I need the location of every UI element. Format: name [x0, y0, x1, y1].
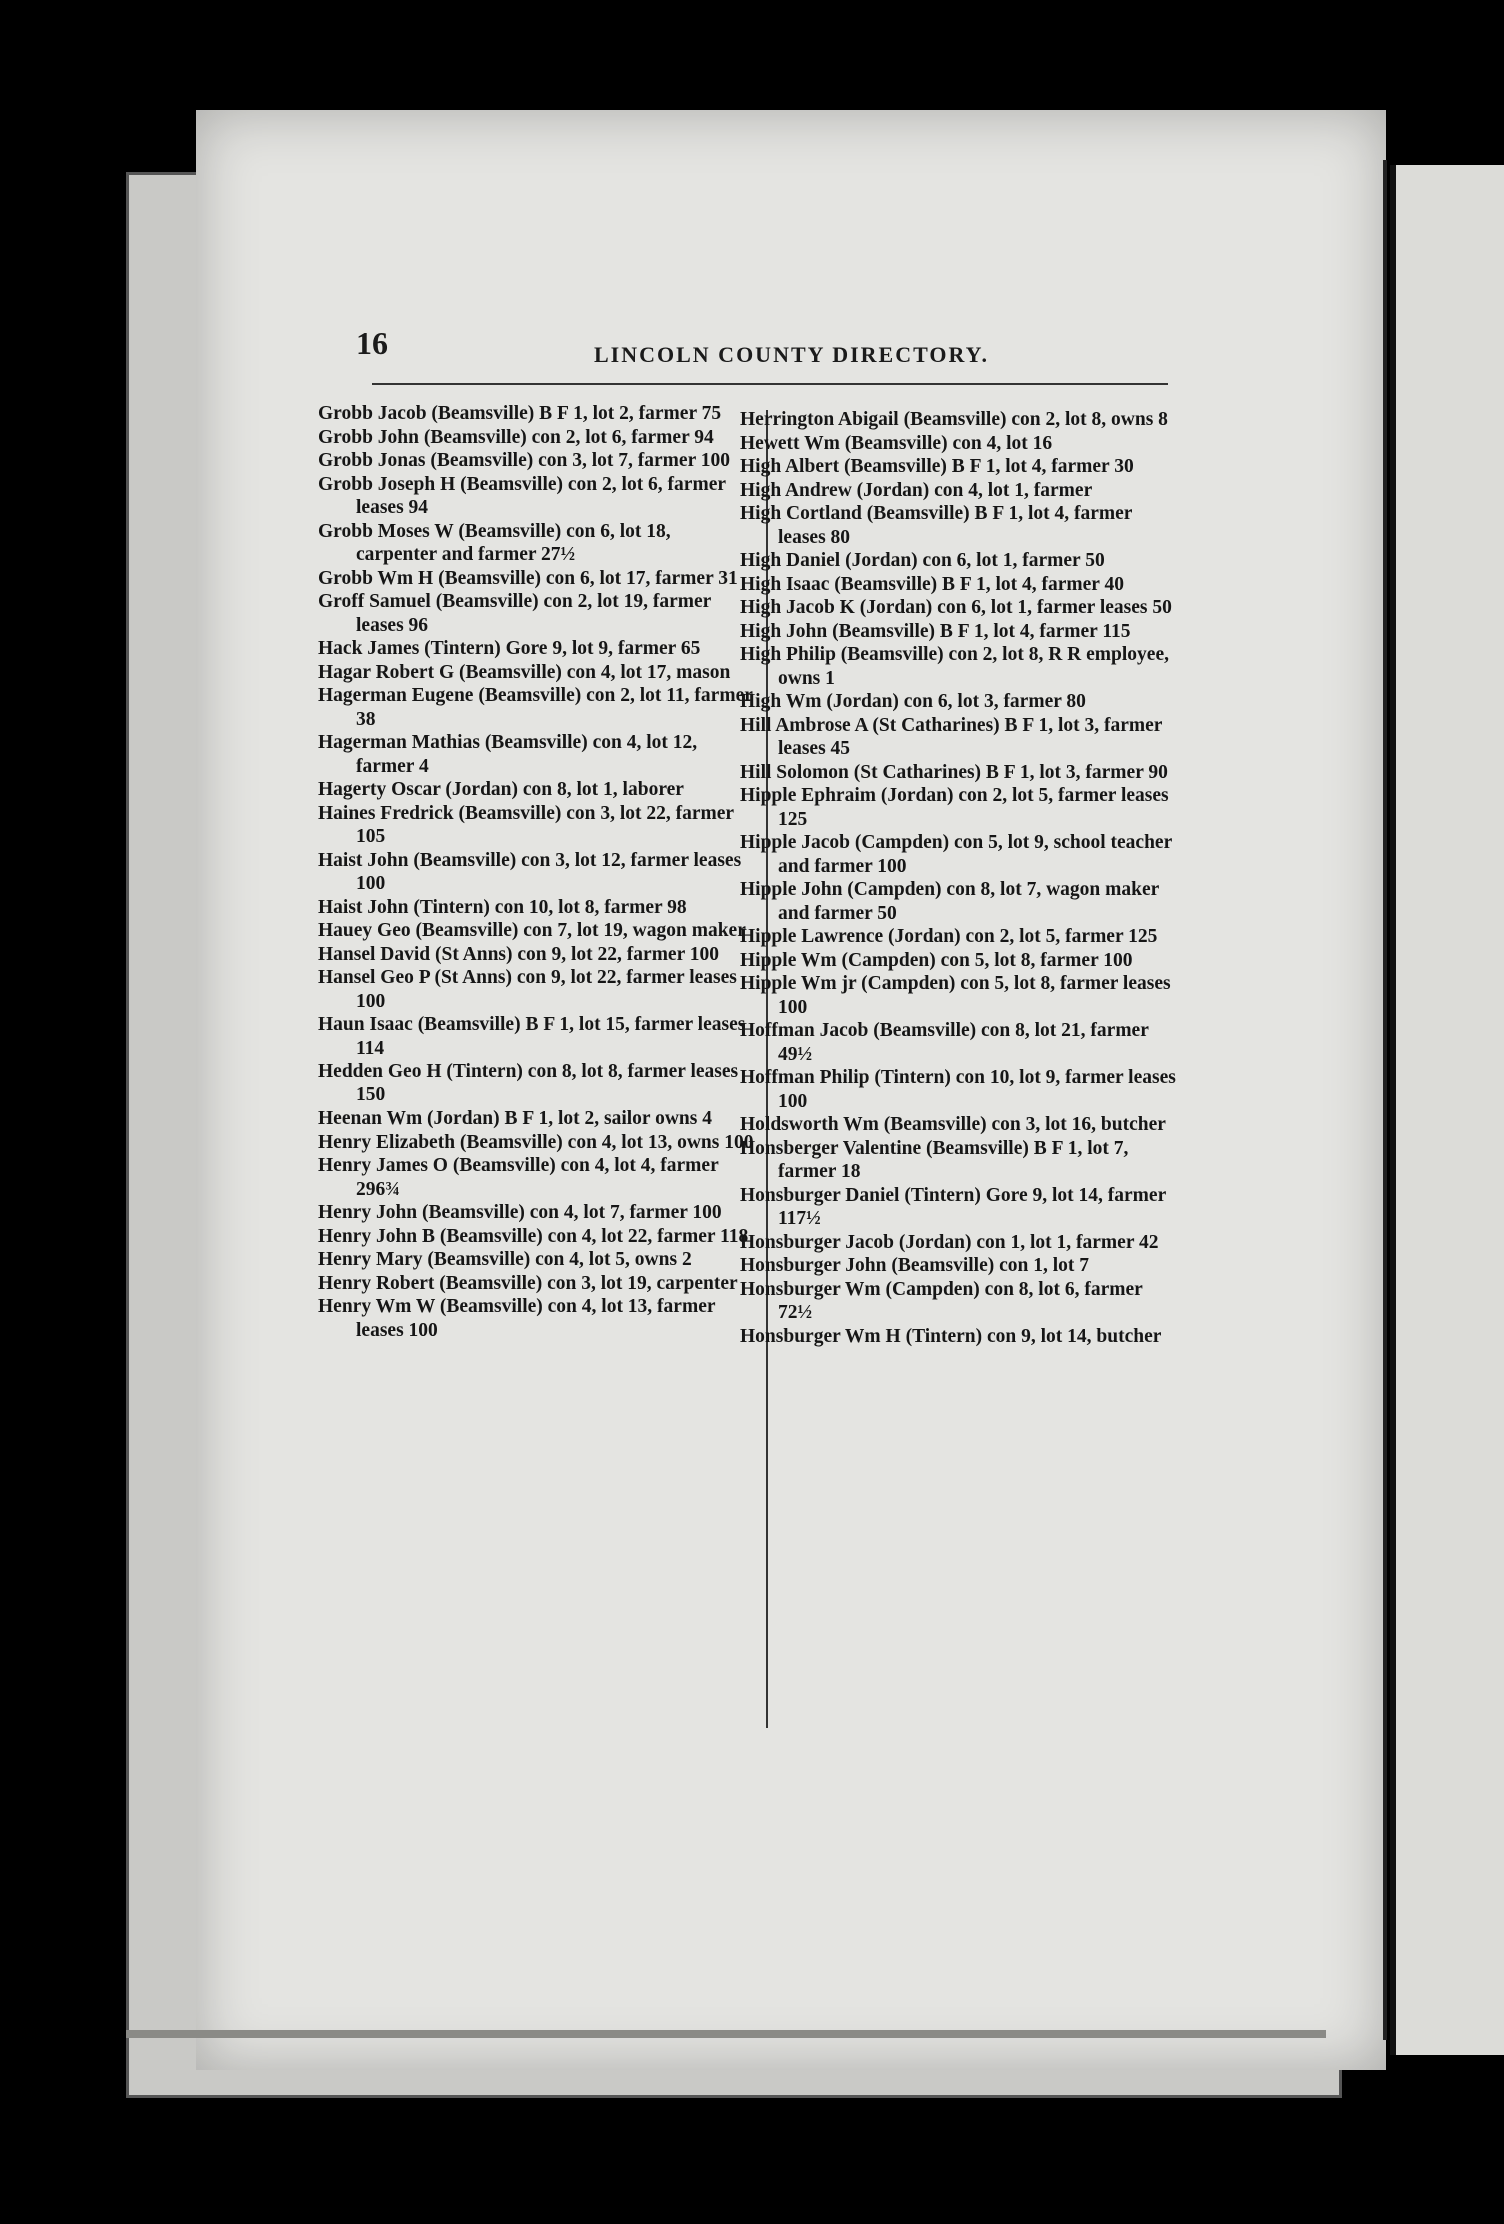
running-title: LINCOLN COUNTY DIRECTORY. — [594, 342, 989, 367]
directory-entry: Hagerman Mathias (Beamsville) con 4, lot 12, farmer 4 — [318, 732, 698, 777]
directory-entry: Haist John (Tintern) con 10, lot 8, farmer 98 — [318, 896, 687, 918]
directory-entry: Hipple Ephraim (Jordan) con 2, lot 5, farmer leases 125 — [740, 785, 1169, 830]
directory-entry: Hipple Wm jr (Campden) con 5, lot 8, farmer leases 100 — [740, 973, 1171, 1018]
directory-entry: Herrington Abigail (Beamsville) con 2, lot 8, owns 8 — [740, 409, 1168, 430]
directory-entry: Honsburger Jacob (Jordan) con 1, lot 1, farmer 42 — [740, 1231, 1159, 1253]
directory-entry: Hill Solomon (St Catharines) B F 1, lot 3, farmer 90 — [740, 761, 1168, 783]
directory-entry: Henry Robert (Beamsville) con 3, lot 19, carpenter — [318, 1272, 738, 1294]
directory-entry: Hansel David (St Anns) con 9, lot 22, farmer 100 — [318, 943, 720, 965]
directory-entry: Hill Ambrose A (St Catharines) B F 1, lot 3, farmer leases 45 — [740, 714, 1163, 760]
directory-entry: Honsburger Wm (Campden) con 8, lot 6, farmer 72½ — [740, 1278, 1143, 1324]
directory-entry: Grobb Moses W (Beamsville) con 6, lot 18, carpenter and farmer 27½ — [318, 520, 671, 565]
directory-entry: Haist John (Beamsville) con 3, lot 12, farmer leases 100 — [318, 849, 742, 894]
directory-entry: Honsburger Daniel (Tintern) Gore 9, lot 14, farmer 117½ — [740, 1184, 1166, 1230]
directory-entry: High John (Beamsville) B F 1, lot 4, farmer 115 — [740, 620, 1131, 642]
directory-entry: Hipple Jacob (Campden) con 5, lot 9, school teacher and farmer 100 — [740, 832, 1172, 877]
directory-entry: Henry John (Beamsville) con 4, lot 7, farmer 100 — [318, 1202, 722, 1224]
page-bottom-edge — [126, 2030, 1326, 2038]
directory-entry: Heenan Wm (Jordan) B F 1, lot 2, sailor owns 4 — [318, 1108, 712, 1129]
directory-entry: Henry Mary (Beamsville) con 4, lot 5, owns 2 — [318, 1249, 692, 1271]
directory-entry: Grobb John (Beamsville) con 2, lot 6, farmer 94 — [318, 426, 714, 448]
directory-entry: Grobb Joseph H (Beamsville) con 2, lot 6, farmer leases 94 — [318, 473, 726, 519]
header-rule — [372, 383, 1168, 385]
directory-entry: Hipple Wm (Campden) con 5, lot 8, farmer 100 — [740, 949, 1133, 971]
directory-entry: Grobb Jacob (Beamsville) B F 1, lot 2, farmer 75 — [318, 403, 722, 424]
directory-entry: Honsburger Wm H (Tintern) con 9, lot 14, butcher — [740, 1325, 1162, 1347]
directory-entry: Henry John B (Beamsville) con 4, lot 22, farmer 118 — [318, 1225, 749, 1247]
directory-entry: Honsburger John (Beamsville) con 1, lot 7 — [740, 1255, 1090, 1277]
facing-page-edge — [1390, 165, 1504, 2055]
directory-entry: Hipple John (Campden) con 8, lot 7, wagon maker and farmer 50 — [740, 879, 1159, 924]
right-column — [740, 408, 1180, 1348]
directory-entry: Hipple Lawrence (Jordan) con 2, lot 5, farmer 125 — [740, 926, 1158, 948]
directory-entry: Hoffman Philip (Tintern) con 10, lot 9, farmer leases 100 — [740, 1067, 1176, 1112]
directory-entry: Hagerman Eugene (Beamsville) con 2, lot 11, farmer 38 — [318, 685, 753, 730]
directory-entry: Grobb Wm H (Beamsville) con 6, lot 17, farmer 31 — [318, 567, 738, 589]
directory-entry: High Jacob K (Jordan) con 6, lot 1, farmer leases 50 — [740, 597, 1172, 619]
directory-entry: Hack James (Tintern) Gore 9, lot 9, farmer 65 — [318, 638, 701, 660]
page-number: 16 — [356, 325, 388, 361]
directory-entry: High Daniel (Jordan) con 6, lot 1, farmer 50 — [740, 550, 1105, 572]
directory-entry: Groff Samuel (Beamsville) con 2, lot 19, farmer leases 96 — [318, 591, 711, 636]
directory-entry: Haun Isaac (Beamsville) B F 1, lot 15, farmer leases 114 — [318, 1014, 746, 1059]
directory-entry: Hoffman Jacob (Beamsville) con 8, lot 21, farmer 49½ — [740, 1020, 1149, 1065]
left-column — [318, 402, 756, 1342]
directory-entry: Hagerty Oscar (Jordan) con 8, lot 1, laborer — [318, 779, 684, 801]
directory-entry: Hansel Geo P (St Anns) con 9, lot 22, farmer leases 100 — [318, 967, 737, 1012]
directory-entry: Hedden Geo H (Tintern) con 8, lot 8, farmer leases 150 — [318, 1061, 739, 1106]
directory-entry: High Cortland (Beamsville) B F 1, lot 4, farmer leases 80 — [740, 503, 1133, 548]
directory-entry: Henry Elizabeth (Beamsville) con 4, lot 13, owns 100 — [318, 1131, 754, 1153]
directory-entry: Holdsworth Wm (Beamsville) con 3, lot 16, butcher — [740, 1114, 1166, 1136]
directory-entry: Henry Wm W (Beamsville) con 4, lot 13, farmer leases 100 — [318, 1296, 716, 1341]
directory-entry: High Andrew (Jordan) con 4, lot 1, farmer — [740, 479, 1093, 501]
directory-entry: Hewett Wm (Beamsville) con 4, lot 16 — [740, 432, 1053, 454]
directory-entry: Honsberger Valentine (Beamsville) B F 1, lot 7, farmer 18 — [740, 1137, 1129, 1183]
directory-entry: Hagar Robert G (Beamsville) con 4, lot 17, mason — [318, 661, 731, 683]
directory-entry: Henry James O (Beamsville) con 4, lot 4, farmer 296¾ — [318, 1155, 719, 1200]
directory-entry: Haines Fredrick (Beamsville) con 3, lot 22, farmer 105 — [318, 802, 734, 847]
directory-entry: High Wm (Jordan) con 6, lot 3, farmer 80 — [740, 691, 1086, 713]
directory-entry: High Philip (Beamsville) con 2, lot 8, R R employee, owns 1 — [740, 644, 1169, 689]
directory-entry: Hauey Geo (Beamsville) con 7, lot 19, wagon maker — [318, 920, 746, 942]
directory-entry: High Albert (Beamsville) B F 1, lot 4, farmer 30 — [740, 456, 1134, 478]
directory-entry: Grobb Jonas (Beamsville) con 3, lot 7, farmer 100 — [318, 450, 730, 472]
binding-gutter — [1383, 160, 1387, 2040]
directory-entry: High Isaac (Beamsville) B F 1, lot 4, farmer 40 — [740, 573, 1124, 595]
